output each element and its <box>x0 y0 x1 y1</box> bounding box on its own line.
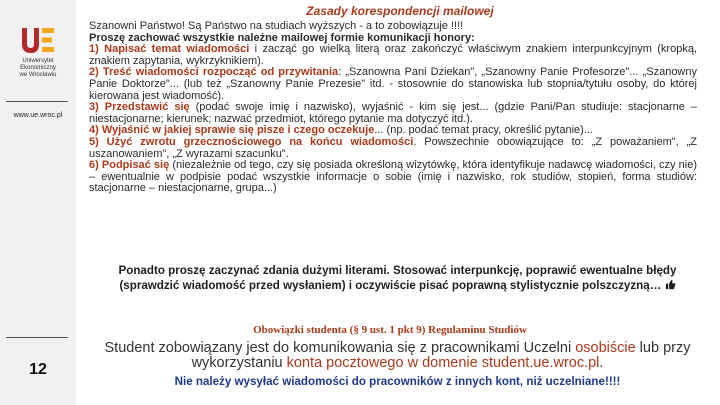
rule-item-5 <box>89 137 697 160</box>
page-title: Zasady korespondencji mailowej <box>306 4 494 18</box>
rule-text: (niezależnie od tego, czy się posiada określoną wizytówkę, która identyfikuje nadawcę wiadomości, czy nie) – ewentualnie w podpisie podać wszystkie informacje o sobie (imię i nazwisko, rok studiów, stopień, forma studiów: stacjonarne – niestacjonarne, grupa...) <box>89 159 697 195</box>
rule-item-3 <box>89 102 697 125</box>
rules-body <box>89 21 697 195</box>
student-obligation <box>90 341 705 371</box>
highlight-email-domain: konta pocztowego w domenie student.ue.wroc.pl <box>286 355 600 371</box>
obligation-text: . <box>599 355 604 371</box>
rule-text: . Powszechnie obowiązujące to: „Z poważaniem", „Z uszanowaniem", „Z wyrazami szacunku". <box>89 135 697 160</box>
warning-note: Nie należy wysyłać wiadomości do pracowników z innych kont, niż uczelniane!!!! <box>174 375 621 388</box>
highlight-in-person: osobiście <box>575 340 636 356</box>
rule-label: 4) Wyjaśnić w jakiej sprawie się pisze i czego oczekuje <box>89 124 375 137</box>
thumbs-up-icon <box>665 279 676 290</box>
divider <box>6 101 68 102</box>
rule-label: 6) Podpisać się <box>89 159 170 172</box>
style-note-text: Ponadto proszę zaczynać zdania dużymi literami. Stosować interpunkcję, poprawić ewentualne błędy (sprawdzić wiadomość przed wysłaniem) i oczywiście pisać poprawną stylistycznie polszczyzną… <box>118 264 677 292</box>
intro-line-2: Proszę zachować wszystkie należne mailowej formie komunikacji honory: <box>89 31 475 44</box>
sidebar <box>0 0 76 405</box>
rule-item-2 <box>89 67 697 102</box>
university-logo-icon <box>20 26 56 56</box>
rule-label: 3) Przedstawić się <box>89 101 190 114</box>
intro-line-1: Szanowni Państwo! Są Państwo na studiach wyższych - a to zobowiązuje !!!! <box>89 20 464 32</box>
university-name: Uniwersytet Ekonomiczny we Wrocławiu <box>19 58 57 78</box>
regulation-heading: Obowiązki studenta (§ 9 ust. 1 pkt 9) Regulaminu Studiów <box>253 324 527 336</box>
rule-label: 2) Treść wiadomości rozpocząć od przywitania <box>89 66 339 79</box>
rule-text: ... (np. podać temat pracy, określić pytanie)... <box>374 124 593 137</box>
obligation-text: lub przy wykorzystaniu <box>191 340 691 371</box>
divider <box>6 337 68 338</box>
page-number: 12 <box>29 361 47 378</box>
rule-item-1 <box>89 44 697 67</box>
obligation-text: Student zobowiązany jest do komunikowania się z pracownikami Uczelni <box>104 340 576 356</box>
rule-text: : „Szanowna Pani Dziekan", „Szanowny Panie Profesorze"... „Szanowny Panie Doktorze"... (lub też „Szanowny Panie Prezesie" itd. - stosownie do stanowiska lub stopnia/tytułu osoby, do której kierowana jest wiadomość). <box>89 66 697 102</box>
style-note <box>90 264 705 293</box>
rule-label: 1) Napisać temat wiadomości <box>89 43 250 56</box>
rule-text: (podać swoje imię i nazwisko), wyjaśnić - kim się jest... (gdzie Pani/Pan studiuje: stacjonarne – niestacjonarne; kierunek; nazwać przedmiot, którego pytanie ma dotyczyć itd.). <box>89 101 697 125</box>
site-url[interactable]: www.ue.wroc.pl <box>13 112 63 119</box>
rule-label: 5) Użyć zwrotu grzecznościowego na końcu wiadomości <box>89 135 414 148</box>
rule-item-6 <box>89 160 697 195</box>
rule-text: i zacząć go wielką literą oraz zakończyć właściwym znakiem interpunkcyjnym (kropką, znakiem zapytania, wykrzyknikiem). <box>89 43 697 67</box>
